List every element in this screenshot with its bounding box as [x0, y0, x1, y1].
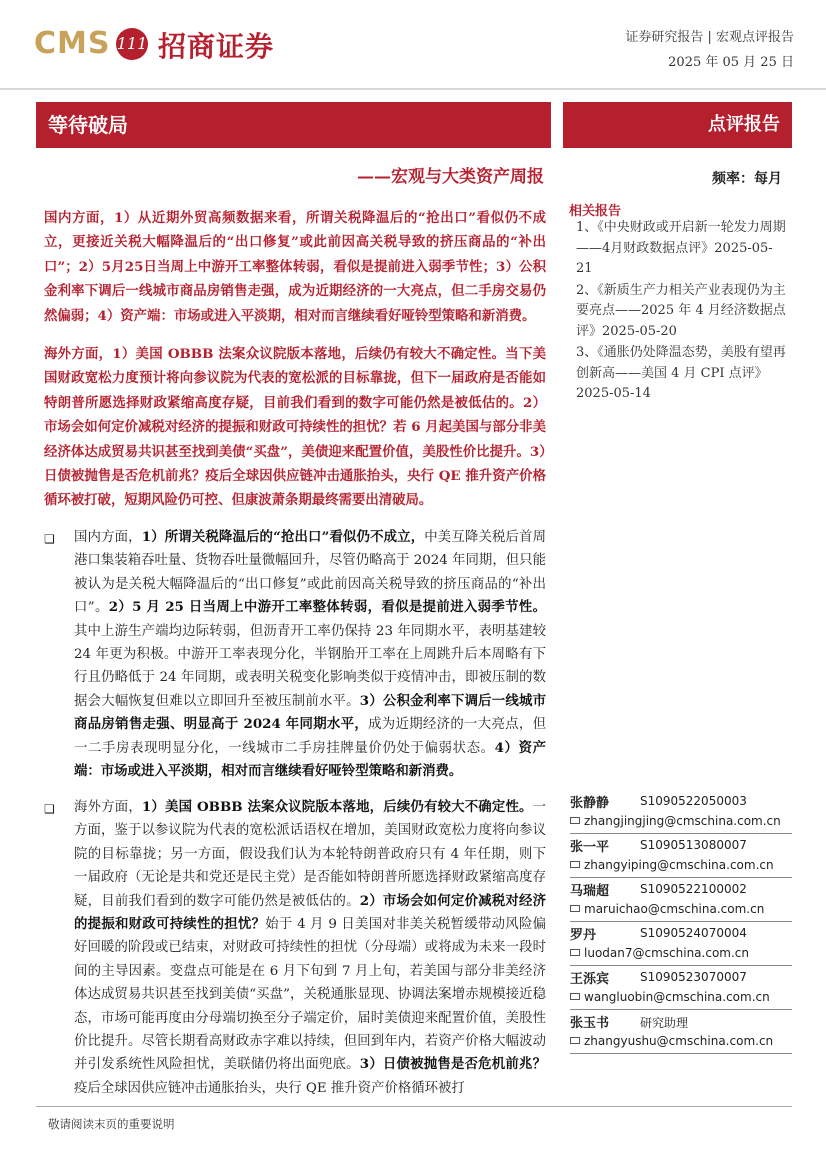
analyst-card [570, 878, 792, 922]
related-reports-title: 相关报告 [569, 204, 622, 219]
analyst-id: S1090522100002 [640, 882, 747, 896]
analyst-card [570, 790, 792, 834]
bullet-square-icon: ❑ [44, 802, 55, 816]
analyst-card [570, 834, 792, 878]
analyst-card [570, 1010, 792, 1054]
analyst-card [570, 966, 792, 1010]
analyst-list [570, 790, 792, 1054]
logo-chinese: 招商证券 [158, 30, 275, 63]
frequency: 频率：每月 [712, 171, 782, 187]
analyst-name: 马瑞超 [570, 884, 610, 899]
analyst-id: S1090513080007 [640, 838, 747, 852]
related-reports-list [576, 218, 788, 406]
analyst-email[interactable]: wangluobin@cmschina.com.cn [584, 990, 770, 1004]
related-report-item[interactable]: 1、《中央财政或开启新一轮发力周期——4月财政数据点评》2025-05-21 [576, 220, 786, 276]
report-meta [625, 26, 794, 76]
analyst-card [570, 922, 792, 966]
analyst-email[interactable]: luodan7@cmschina.com.cn [584, 946, 749, 960]
footer-note: 敬请阅读末页的重要说明 [48, 1117, 175, 1131]
analyst-name: 王泺宾 [570, 972, 610, 987]
related-report-item[interactable]: 3、《通胀仍处降温态势，美股有望再创新高——美国 4 月 CPI 点评》2025-05-14 [576, 345, 786, 401]
analyst-name: 张静静 [570, 796, 610, 811]
mail-icon [570, 817, 580, 824]
report-date: 2025 年 05 月 25 日 [668, 55, 794, 70]
analyst-name: 张玉书 [570, 1016, 610, 1031]
report-type: 证券研究报告 | 宏观点评报告 [625, 30, 794, 45]
analyst-email[interactable]: zhangjingjing@cmschina.com.cn [584, 814, 781, 828]
side-label: 点评报告 [563, 102, 792, 148]
report-title: 等待破局 [36, 102, 551, 148]
body-paragraph-overseas: 海外方面，1）美国 OBBB 法案众议院版本落地，后续仍有较大不确定性。一方面，鉴于以参议院为代表的宽松派话语权在增加，美国财政宽松力度将向参议院的目标靠拢；另一方面，假设我们认为本轮特朗普政府只有 4 年任期，则下一届政府（无论是共和党还是民主党）是否能如特朗普所愿选择财政紧缩高度存疑，目前我们看到的数字可能仍然是被低估的。2）市场会如何定价减税对经济的提振和财政可持续性的担忧？始于 4 月 9 日美国对非美关税暂缓带动风险偏好回暖的阶段或已结束，对财政可持续性的担忧（分母端）或将成为未来一段时间的主导因素。变盘点可能是在 6 月下旬到 7 月上旬，若美国与部分非美经济体达成贸易共识甚至找到美债“买盘”，关税通胀显现、协调法案增赤规模接近稳态，市场可能再度由分母端切换至分子端定价，届时美债迎来配置价值，美股性价比提升。尽管长期看高财政赤字难以持续，但回到年内，若资产价格大幅波动并引发系统性风险担忧，美联储仍将出面兜底。3）日债被抛售是否危机前兆？疫后全球因供应链冲击通胀抬头，央行 QE 推升资产价格循环被打 [74, 799, 547, 1096]
analyst-email[interactable]: zhangyiping@cmschina.com.cn [584, 858, 774, 872]
footer-divider [36, 1106, 792, 1107]
mail-icon [570, 1037, 580, 1044]
summary-domestic: 国内方面，1）从近期外贸高频数据来看，所谓关税降温后的“抢出口”看似仍不成立，更接近关税大幅降温后的“出口修复”或此前因高关税导致的挤压商品的“补出口”；2）5月25日当周上中游开工率整体转弱，看似是提前进入弱季节性；3）公积金利率下调后一线城市商品房销售走强，成为近期经济的一大亮点，但二手房交易仍然偏弱；4）资产端：市场或进入平淡期，相对而言继续看好哑铃型策略和新消费。 [44, 210, 546, 324]
analyst-name: 罗丹 [570, 928, 597, 943]
report-subtitle: ——宏观与大类资产周报 [357, 167, 544, 187]
cms-logo [34, 22, 294, 66]
analyst-id: S1090522050003 [640, 794, 747, 808]
mail-icon [570, 993, 580, 1000]
logo-emblem-icon: 111 [116, 28, 148, 60]
analyst-name: 张一平 [570, 840, 610, 855]
logo-latin: CMS [34, 26, 111, 61]
body-paragraph-domestic: 国内方面，1）所谓关税降温后的“抢出口”看似仍不成立，中美互降关税后首周港口集装箱吞吐量、货物吞吐量微幅回升，尽管仍略高于 2024 年同期，但只能被认为是关税大幅降温后的“出口修复”或此前因高关税导致的挤压商品的“补出口”。2）5 月 25 日当周上中游开工率整体转弱，看似是提前进入弱季节性。其中上游生产端均边际转弱，但沥青开工率仍保持 23 年同期水平，表明基建较 24 年更为积极。中游开工率表现分化，半钢胎开工率在上周跳升后本周略有下行且仍略低于 24 年同期，或表明关税变化影响类似于疫情冲击，即被压制的数据会大幅恢复但难以立即回升至被压制前水平。3）公积金利率下调后一线城市商品房销售走强、明显高于 2024 年同期水平，成为近期经济的一大亮点，但一二手房表现明显分化，一线城市二手房挂牌量价仍处于偏弱状态。4）资产端：市场或进入平淡期，相对而言继续看好哑铃型策略和新消费。 [74, 529, 547, 780]
analyst-email[interactable]: maruichao@cmschina.com.cn [584, 902, 765, 916]
mail-icon [570, 905, 580, 912]
analyst-role: 研究助理 [640, 1016, 689, 1030]
mail-icon [570, 861, 580, 868]
analyst-email[interactable]: zhangyushu@cmschina.com.cn [584, 1034, 774, 1048]
analyst-id: S1090524070004 [640, 926, 747, 940]
header-divider [0, 88, 826, 90]
bullet-square-icon: ❑ [44, 532, 55, 546]
summary-overseas: 海外方面，1）美国 OBBB 法案众议院版本落地，后续仍有较大不确定性。当下美国财政宽松力度预计将向参议院为代表的宽松派的目标靠拢，但下一届政府是否能如特朗普所愿选择财政紧缩高度存疑，目前我们看到的数字可能仍然是被低估的。2）市场会如何定价减税对经济的提振和财政可持续性的担忧？若 6 月起美国与部分非美经济体达成贸易共识甚至找到美债“买盘”，美债迎来配置价值，美股性价比提升。3）日债被抛售是否危机前兆？疫后全球因供应链冲击通胀抬头，央行 QE 推升资产价格循环被打破，短期风险仍可控、但康波萧条期最终需要出清破局。 [44, 346, 546, 509]
related-report-item[interactable]: 2、《新质生产力相关产业表现仍为主要亮点——2025 年 4 月经济数据点评》2025-05-20 [576, 282, 786, 339]
analyst-id: S1090523070007 [640, 970, 747, 984]
mail-icon [570, 949, 580, 956]
